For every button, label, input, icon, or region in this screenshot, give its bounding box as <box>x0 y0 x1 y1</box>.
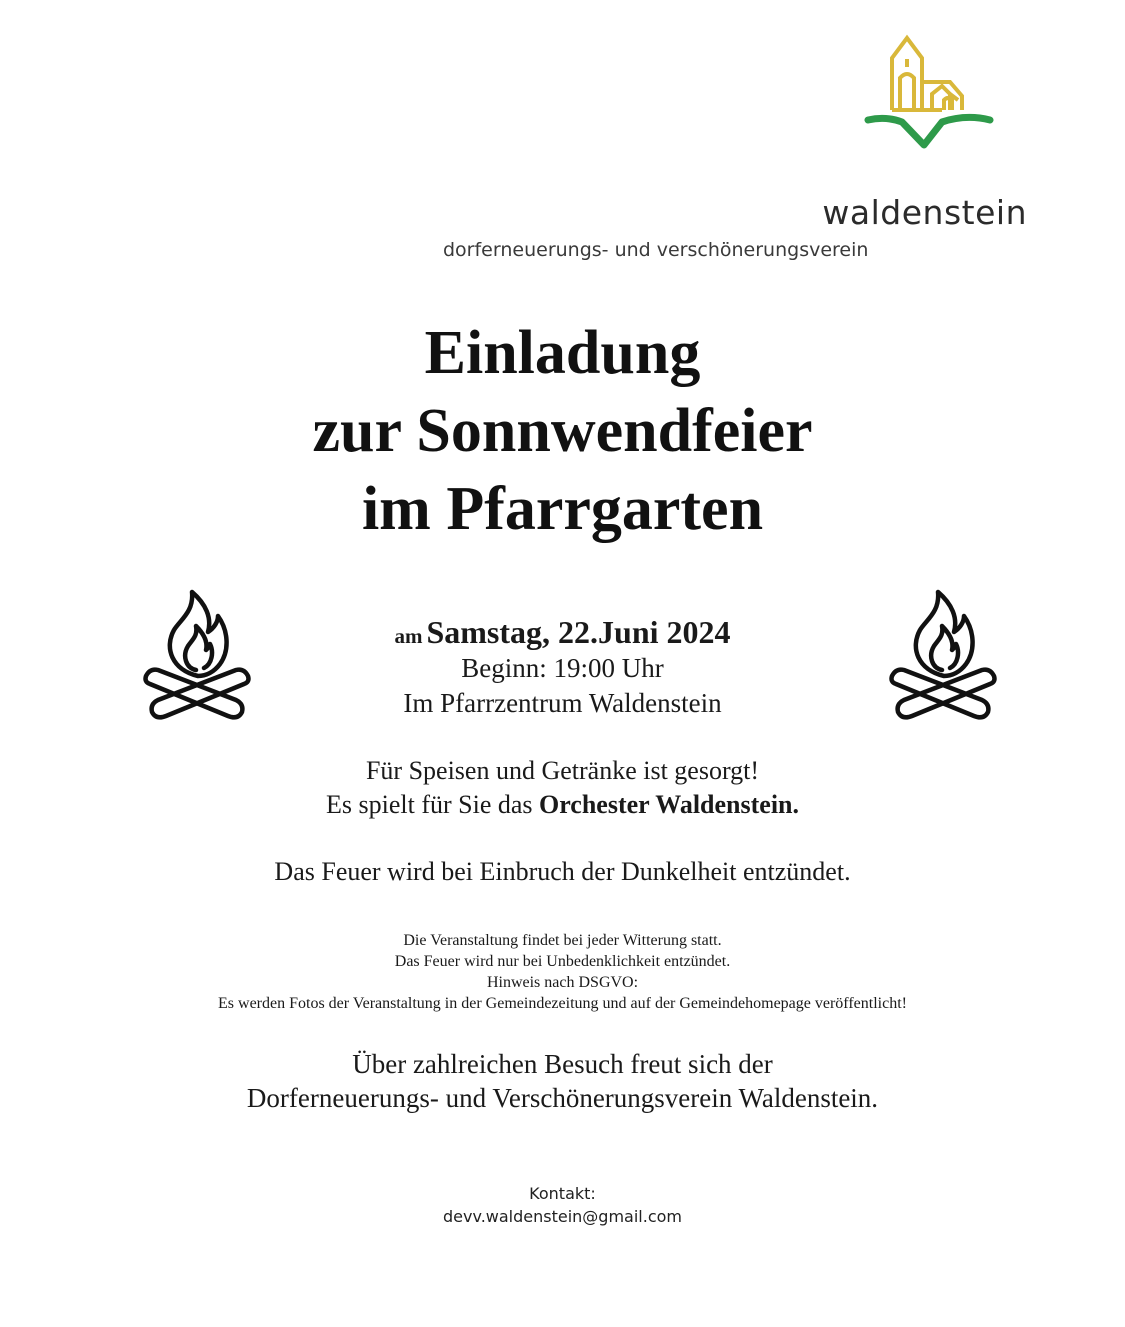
date-value: Samstag, 22.Juni 2024 <box>426 614 731 650</box>
music-band: Orchester Waldenstein. <box>539 790 800 819</box>
contact-label: Kontakt: <box>529 1184 596 1203</box>
event-date <box>0 614 1125 651</box>
brand-subtitle: dorferneuerungs- und verschönerungsverein <box>443 239 869 261</box>
music-prefix: Es spielt für Sie das <box>325 790 540 819</box>
event-location: Im Pfarrzentrum Waldenstein <box>403 688 722 718</box>
title-line-3: im Pfarrgarten <box>361 475 764 543</box>
fire-info: Das Feuer wird bei Einbruch der Dunkelheit entzündet. <box>274 857 851 886</box>
contact-email[interactable]: devv.waldenstein@gmail.com <box>443 1207 682 1226</box>
date-prefix: am <box>394 624 423 648</box>
logo-icon <box>862 30 997 155</box>
note-line: Das Feuer wird nur bei Unbedenklichkeit entzündet. <box>394 953 731 970</box>
note-line: Es werden Fotos der Veranstaltung in der Gemeindezeitung und auf der Gemeindehomepage veröffentlicht! <box>218 995 907 1012</box>
brand-name: waldenstein <box>822 193 1027 232</box>
music-info <box>0 790 1125 820</box>
note-line: Hinweis nach DSGVO: <box>486 974 639 991</box>
closing-line-1: Über zahlreichen Besuch freut sich der <box>352 1049 773 1079</box>
title-line-2: zur Sonnwendfeier <box>312 397 813 465</box>
event-start: Beginn: 19:00 Uhr <box>461 653 664 683</box>
closing-line-2: Dorferneuerungs- und Verschönerungsverein Waldenstein. <box>246 1083 879 1113</box>
food-info: Für Speisen und Getränke ist gesorgt! <box>365 756 760 785</box>
note-line: Die Veranstaltung findet bei jeder Witterung statt. <box>403 932 722 949</box>
title-line-1: Einladung <box>424 319 701 387</box>
